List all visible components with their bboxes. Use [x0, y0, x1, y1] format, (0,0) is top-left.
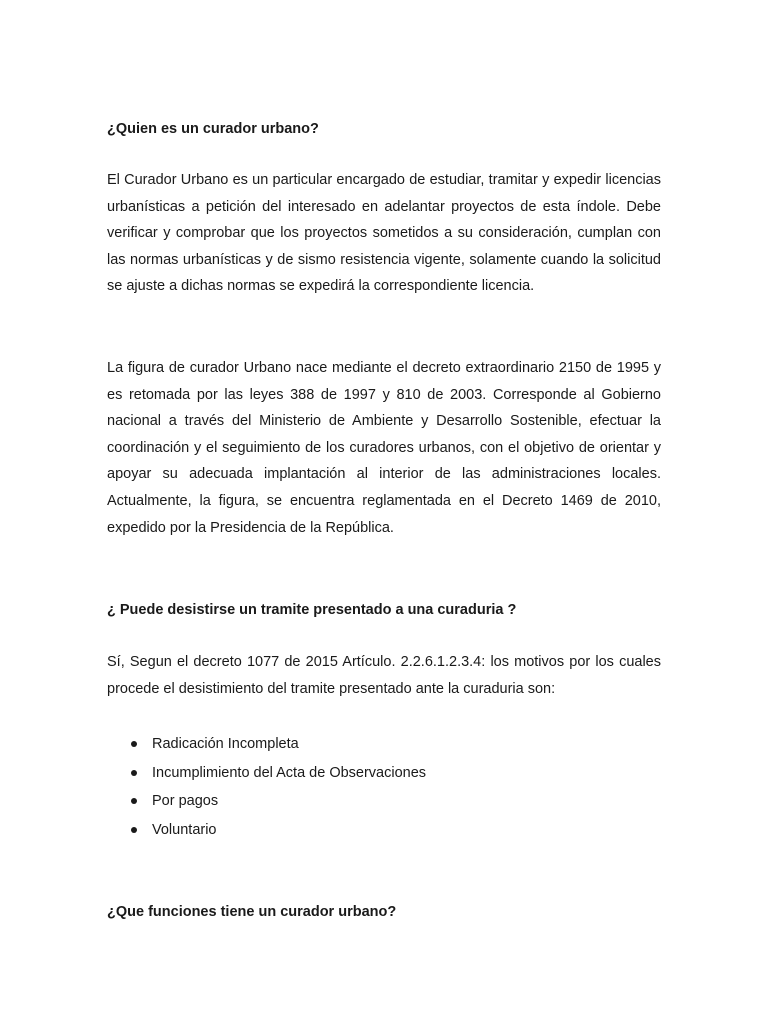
- bullet-dot-icon: [131, 798, 137, 804]
- heading-funciones-curador: ¿Que funciones tiene un curador urbano?: [107, 904, 397, 920]
- list-item: [107, 789, 661, 818]
- list-item: [107, 761, 661, 790]
- list-item-text: Voluntario: [152, 821, 217, 838]
- desistimiento-motivos-list: [107, 732, 661, 846]
- paragraph-curador-history: La figura de curador Urbano nace mediante el decreto extraordinario 2150 de 1995 y es retomada por las leyes 388 de 1997 y 810 de 2003. Corresponde al Gobierno nacional a través del Ministerio de Ambiente y Desarrollo Sostenible, efectuar la coordinación y el seguimiento de los curadores urbanos, con el objetivo de orientar y apoyar su adecuada implantación al interior de las administraciones locales. Actualmente, la figura, se encuentra reglamentada en el Decreto 1469 de 2010, expedido por la Presidencia de la República.: [107, 360, 661, 536]
- paragraph-curador-definition: El Curador Urbano es un particular encargado de estudiar, tramitar y expedir licencias urbanísticas a petición del interesado en adelantar proyectos de esta índole. Debe verificar y comprobar que los proyectos sometidos a su consideración, cumplan con las normas urbanísticas y de sismo resistencia vigente, solamente cuando la solicitud se ajuste a dichas normas se expedirá la correspondiente licencia.: [107, 172, 661, 295]
- list-item-text: Incumplimiento del Acta de Observaciones: [152, 764, 427, 781]
- bullet-dot-icon: [131, 827, 137, 833]
- list-item-text: Radicación Incompleta: [152, 736, 299, 752]
- heading-desistir-tramite: ¿ Puede desistirse un tramite presentado a una curaduria ?: [107, 602, 517, 618]
- list-item: [107, 732, 661, 761]
- bullet-dot-icon: [131, 770, 137, 776]
- list-item-text: Por pagos: [152, 793, 219, 809]
- paragraph-desistimiento-decreto: Sí, Segun el decreto 1077 de 2015 Artículo. 2.2.6.1.2.3.4: los motivos por los cuales procede el desistimiento del tramite presentado ante la curaduria son:: [107, 654, 661, 697]
- bullet-dot-icon: [131, 741, 137, 747]
- list-item: [107, 818, 661, 847]
- heading-quien-es-curador: ¿Quien es un curador urbano?: [107, 121, 319, 137]
